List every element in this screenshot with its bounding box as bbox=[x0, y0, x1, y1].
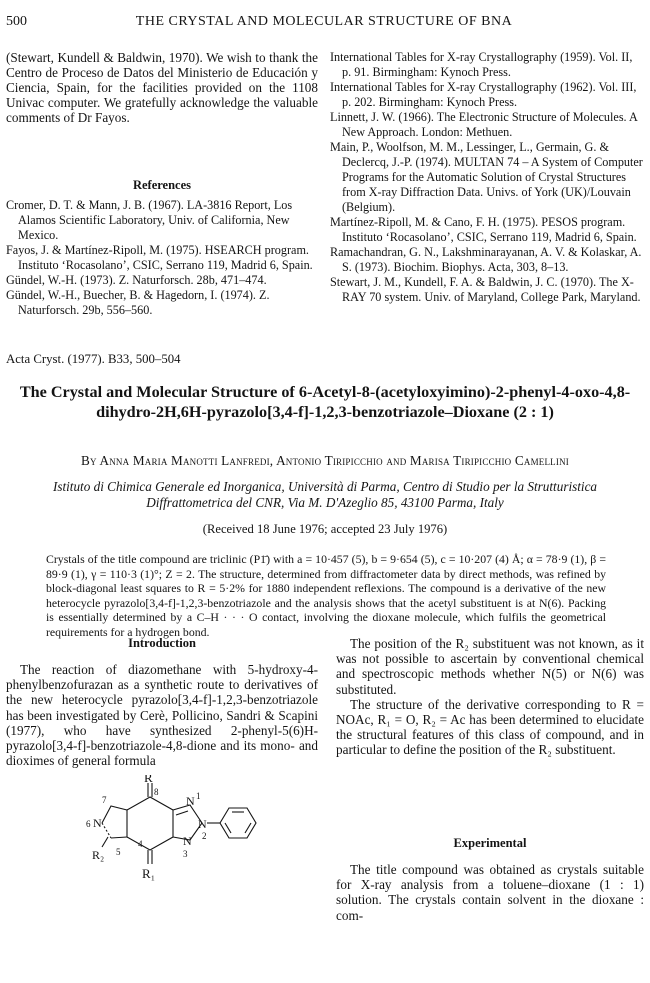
structure-label: R₁ bbox=[142, 866, 156, 881]
structure-label: 8 bbox=[154, 787, 159, 797]
structure-label: 2 bbox=[202, 831, 207, 841]
structure-label: 4 bbox=[138, 839, 143, 849]
structure-label: R bbox=[144, 775, 153, 785]
journal-citation: Acta Cryst. (1977). B33, 500–504 bbox=[6, 352, 181, 366]
reference-item: Cromer, D. T. & Mann, J. B. (1967). LA-3816 Report, Los Alamos Scientific Laboratory, Univ. of California, New Mexico. bbox=[6, 198, 293, 242]
article-title: The Crystal and Molecular Structure of 6-Acetyl-8-(acetyloxyimino)-2-phenyl-4-oxo-4,8-dihydro-2H,6H-pyrazolo[3,4-f]-1,2,3-benzotriazole–Dioxane (2 : 1) bbox=[19, 383, 631, 421]
r2-bond bbox=[102, 837, 108, 847]
structure-label: N bbox=[183, 834, 192, 848]
affiliation: Istituto di Chimica Generale ed Inorganica, Università di Parma, Centro di Studio per la Strutturistica Diffrattometrica del CNR, Via M. D'Azeglio 85, 43100 Parma, Italy bbox=[52, 479, 598, 510]
reference-item: Ramachandran, G. N., Lakshminarayanan, A. V. & Kolaskar, A. S. (1973). Biochim. Biophys. Acta, 303, 8–13. bbox=[330, 245, 642, 274]
introduction-body bbox=[6, 662, 318, 768]
paragraph: The reaction of diazomethane with 5-hydroxy-4-phenylbenzofurazan as a synthetic route to derivatives of the new heterocycle pyrazolo[3,4-f]-1,2,3-benzotriazole has been investigated by Cerè, Pollicino, Sandri & Scapini (1977), who have synthesized 2-phenyl-5(6)H-pyrazolo[3,4-f]-benzotriazole-4,8-dione and its mono- and dioximes of general formula bbox=[6, 662, 318, 769]
chemical-structure-diagram bbox=[80, 775, 270, 895]
structure-label: R₂ bbox=[92, 848, 105, 862]
phenyl-double-bond bbox=[225, 823, 231, 833]
reference-item: International Tables for X-ray Crystallography (1962). Vol. III, p. 202. Birmingham: Kynoch Press. bbox=[330, 80, 637, 109]
structure-label: 1 bbox=[196, 791, 201, 801]
pyrazole-bond bbox=[111, 837, 127, 838]
received-dates: (Received 18 June 1976; accepted 23 July 1976) bbox=[202, 522, 448, 536]
paragraph: The structure of the derivative corresponding to R = NOAc, R₁ = O, R₂ = Ac has been determined to elucidate the structural features of this class of compound, and in particular to define the position of the R₂ substituent. bbox=[336, 696, 644, 758]
experimental-body bbox=[336, 862, 644, 923]
references-list-left bbox=[6, 198, 318, 318]
reference-item: Stewart, J. M., Kundell, F. A. & Baldwin, J. C. (1970). The X-RAY 70 system. Univ. of Maryland, College Park, Maryland. bbox=[330, 275, 641, 304]
structure-label: 3 bbox=[183, 849, 188, 859]
pyrazole-bond bbox=[102, 806, 127, 823]
right-column-body bbox=[336, 636, 644, 758]
structure-label: 7 bbox=[102, 795, 107, 805]
reference-item: Gündel, W.-H. (1973). Z. Naturforsch. 28b, 471–474. bbox=[6, 273, 267, 287]
introduction-heading: Introduction bbox=[128, 636, 196, 650]
structure-label: N bbox=[186, 794, 195, 808]
central-ring bbox=[127, 797, 173, 850]
structure-label: N bbox=[198, 817, 207, 831]
paragraph: The title compound was obtained as crystals suitable for X-ray analysis from a toluene–dioxane (1 : 1) solution. The crystals contain solvent in the dioxane : com- bbox=[336, 862, 644, 923]
references-list-right bbox=[330, 50, 644, 305]
structure-label: 5 bbox=[116, 847, 121, 857]
experimental-heading: Experimental bbox=[453, 836, 527, 850]
reference-item: Linnett, J. W. (1966). The Electronic Structure of Molecules. A New Approach. London: Methuen. bbox=[330, 110, 638, 139]
acknowledgement-text: (Stewart, Kundell & Baldwin, 1970). We wish to thank the Centro de Proceso de Datos del Ministerio de Educación y Ciencia, Spain, for the facilities provided on the 1108 Univac computer. We gratefully acknowledge the valuable comments of Dr Fayos. bbox=[6, 50, 318, 125]
structure-label: 6 bbox=[86, 819, 91, 829]
paragraph: The position of the R₂ substituent was not known, as it was not possible to ascertain by conventional chemical and spectroscopic methods whether N(5) or N(6) was substituted. bbox=[336, 636, 644, 697]
reference-item: Martínez-Ripoll, M. & Cano, F. H. (1975). PESOS program. Instituto ‘Rocasolano’, CSIC, Serrano 119, Madrid 6, Spain. bbox=[330, 215, 637, 244]
abstract: Crystals of the title compound are triclinic (P1̄) with a = 10·457 (5), b = 9·654 (5), c = 10·207 (4) Å; α = 78·9 (1), β = 89·9 (1), γ = 110·3 (1)°; Z = 2. The structure, determined from diffractometer data by direct methods, was refined by block-diagonal least squares to R = 5·2% for 1880 independent reflexions. The compound is a derivative of the new heterocycle pyrazolo[3,4-f]-1,2,3-benzotriazole and the analysis shows that the acetyl substituent is at N(6). Packing is essentially determined by a C–H · · · O contact, involving the dioxane molecule, which fulfils the geometrical requirements for a hydrogen bond. bbox=[46, 552, 606, 639]
author-list: By Anna Maria Manotti Lanfredi, Antonio Tiripicchio and Marisa Tiripicchio Camellini bbox=[81, 453, 569, 468]
running-title: THE CRYSTAL AND MOLECULAR STRUCTURE OF BNA bbox=[135, 14, 513, 29]
structure-label: N bbox=[93, 816, 102, 830]
page-header bbox=[6, 14, 642, 34]
references-heading: References bbox=[132, 178, 192, 192]
page-number: 500 bbox=[6, 14, 27, 29]
reference-item: Fayos, J. & Martínez-Ripoll, M. (1975). HSEARCH program. Instituto ‘Rocasolano’, CSIC, Serrano 119, Madrid 6, Spain. bbox=[6, 243, 313, 272]
reference-item: Gündel, W.-H., Buecher, B. & Hagedorn, I. (1974). Z. Naturforsch. 29b, 556–560. bbox=[6, 288, 270, 317]
reference-item: International Tables for X-ray Crystallography (1959). Vol. II, p. 91. Birmingham: Kynoch Press. bbox=[330, 50, 633, 79]
triazole-double-bond bbox=[176, 811, 188, 815]
phenyl-double-bond bbox=[245, 823, 251, 833]
pyrazole-bond bbox=[102, 823, 111, 838]
reference-item: Main, P., Woolfson, M. M., Lessinger, L., Germain, G. & Declercq, J.-P. (1974). MULTAN 74 – A System of Computer Programs for the Automatic Solution of Crystal Structures from X-ray Diffraction Data. Univs. of York (UK)/Louvain (Belgium). bbox=[330, 140, 643, 214]
